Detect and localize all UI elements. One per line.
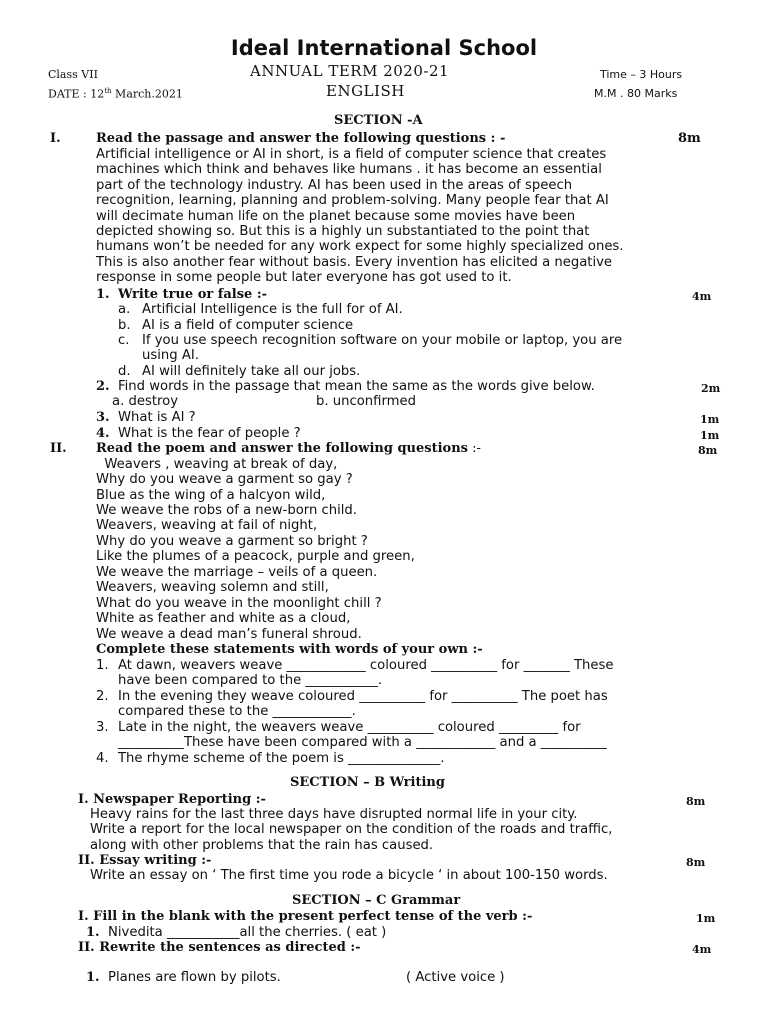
- tf-item-letter: c.: [118, 333, 130, 348]
- rewrite-item-hint: ( Active voice ): [406, 970, 505, 985]
- passage-line: Artificial intelligence or AI in short, is a field of computer science that creates: [96, 147, 607, 162]
- section-c-q1-marks: 1m: [696, 912, 716, 925]
- poem-line: Why do you weave a garment so bright ?: [96, 534, 368, 549]
- tf-item-cont: using AI.: [142, 348, 199, 363]
- tf-item-text: AI will definitely take all our jobs.: [142, 364, 361, 379]
- complete-item-text: Late in the night, the weavers weave __________ coloured _________ for: [118, 720, 581, 735]
- date-label: DATE : 12th March.2021: [48, 87, 183, 101]
- poem-line: Weavers, weaving solemn and still,: [96, 580, 329, 595]
- section-c-q2-heading: II. Rewrite the sentences as directed :-: [78, 940, 361, 955]
- q1-number: I.: [50, 131, 61, 146]
- max-marks: M.M . 80 Marks: [594, 87, 678, 100]
- grammar-item-number: 1.: [86, 925, 100, 940]
- passage-line: This is also another fear without basis. Every invention has elicited a negative: [96, 254, 613, 270]
- poem-line: Blue as the wing of a halcyon wild,: [96, 488, 326, 503]
- tf-item-text: If you use speech recognition software on your mobile or laptop, you are: [142, 333, 623, 348]
- school-name: Ideal International School: [230, 36, 538, 60]
- sub3-text: What is AI ?: [118, 410, 196, 425]
- q1-marks: 8m: [678, 131, 701, 146]
- complete-item-text: have been compared to the ___________.: [118, 673, 383, 688]
- tf-item-letter: a.: [118, 302, 131, 317]
- sub3-number: 3.: [96, 410, 110, 425]
- sub1-number: 1.: [96, 287, 110, 302]
- passage-line: machines which think and behaves like humans . it has become an essential: [96, 162, 602, 178]
- section-b-q1-heading: I. Newspaper Reporting :-: [78, 792, 266, 807]
- passage-line: part of the technology industry. AI has been used in the areas of speech: [96, 177, 573, 193]
- poem-line: What do you weave in the moonlight chill ?: [96, 596, 382, 611]
- tf-item-letter: d.: [118, 364, 131, 379]
- section-a-title: SECTION -A: [334, 113, 423, 128]
- tf-item-text: AI is a field of computer science: [142, 318, 354, 333]
- poem-line: We weave the marriage – veils of a queen.: [96, 565, 378, 580]
- section-b-q2-marks: 8m: [686, 856, 706, 869]
- subject-title: ENGLISH: [326, 82, 405, 100]
- report-line: Write a report for the local newspaper on the condition of the roads and traffic,: [90, 822, 613, 837]
- section-c-q1-heading: I. Fill in the blank with the present perfect tense of the verb :-: [78, 909, 533, 924]
- sub4-marks: 1m: [700, 429, 720, 442]
- sub2-text: Find words in the passage that mean the same as the words give below.: [118, 379, 595, 394]
- passage-line: will decimate human life on the planet because some movies have been: [96, 208, 576, 224]
- sub4-text: What is the fear of people ?: [118, 426, 301, 441]
- q2-marks: 8m: [698, 444, 718, 457]
- tf-item-letter: b.: [118, 318, 131, 333]
- poem-line: Weavers , weaving at break of day,: [96, 457, 338, 472]
- time-label: Time – 3 Hours: [600, 68, 683, 81]
- passage-line: humans won’t be needed for any work expect for some highly specialized ones.: [96, 239, 624, 255]
- grammar-item-text: Nivedita ___________all the cherries. ( eat ): [108, 925, 387, 940]
- passage-line: recognition, learning, planning and problem-solving. Many people fear that AI: [96, 193, 609, 209]
- essay-line: Write an essay on ‘ The first time you rode a bicycle ‘ in about 100-150 words.: [90, 868, 608, 883]
- complete-item-text: The rhyme scheme of the poem is ______________.: [118, 751, 445, 766]
- sub4-number: 4.: [96, 426, 110, 441]
- q2-number: II.: [50, 441, 67, 456]
- sub2-option-a: a. destroy: [112, 394, 178, 409]
- complete-item-number: 1.: [96, 658, 109, 673]
- q2-heading: Read the poem and answer the following questions :-: [96, 441, 481, 456]
- poem-line: We weave the robs of a new-born child.: [96, 503, 357, 518]
- complete-item-text: compared these to the ____________.: [118, 704, 356, 719]
- sub2-option-b: b. unconfirmed: [316, 394, 416, 409]
- sub2-number: 2.: [96, 379, 110, 394]
- section-c-q2-marks: 4m: [692, 943, 712, 956]
- sub1-marks: 4m: [692, 290, 712, 303]
- passage-line: depicted showing so. But this is a highly un substantiated to the point that: [96, 224, 590, 240]
- complete-item-number: 4.: [96, 751, 109, 766]
- poem-line: Why do you weave a garment so gay ?: [96, 472, 353, 487]
- poem-line: White as feather and white as a cloud,: [96, 611, 351, 626]
- complete-item-text: In the evening they weave coloured __________ for __________ The poet has: [118, 689, 608, 704]
- section-b-q1-marks: 8m: [686, 795, 706, 808]
- tf-item-text: Artificial Intelligence is the full for of AI.: [142, 302, 403, 317]
- poem-line: We weave a dead man’s funeral shroud.: [96, 627, 362, 642]
- report-line: Heavy rains for the last three days have disrupted normal life in your city.: [90, 807, 578, 822]
- complete-item-text: __________These have been compared with a ____________ and a __________: [118, 735, 607, 750]
- report-line: along with other problems that the rain has caused.: [90, 838, 434, 853]
- complete-item-number: 2.: [96, 689, 109, 704]
- complete-item-text: At dawn, weavers weave ____________ coloured __________ for _______ These: [118, 658, 614, 673]
- complete-heading: Complete these statements with words of your own :-: [96, 642, 483, 657]
- rewrite-item-text: Planes are flown by pilots.: [108, 970, 281, 985]
- poem-line: Weavers, weaving at fail of night,: [96, 518, 318, 533]
- poem-line: Like the plumes of a peacock, purple and green,: [96, 549, 415, 564]
- sub3-marks: 1m: [700, 413, 720, 426]
- rewrite-item-number: 1.: [86, 970, 100, 985]
- passage: [96, 147, 722, 286]
- q1-heading: Read the passage and answer the following questions : -: [96, 131, 506, 146]
- complete-item-number: 3.: [96, 720, 109, 735]
- sub1-label: Write true or false :-: [118, 287, 268, 302]
- class-label: Class VII: [48, 68, 98, 81]
- sub2-marks: 2m: [701, 382, 721, 395]
- section-c-title: SECTION – C Grammar: [292, 893, 461, 908]
- section-b-q2-heading: II. Essay writing :-: [78, 853, 212, 868]
- passage-line: response in some people but later everyone has got used to it.: [96, 270, 512, 286]
- exam-title: ANNUAL TERM 2020-21: [250, 62, 450, 80]
- section-b-title: SECTION – B Writing: [290, 775, 445, 790]
